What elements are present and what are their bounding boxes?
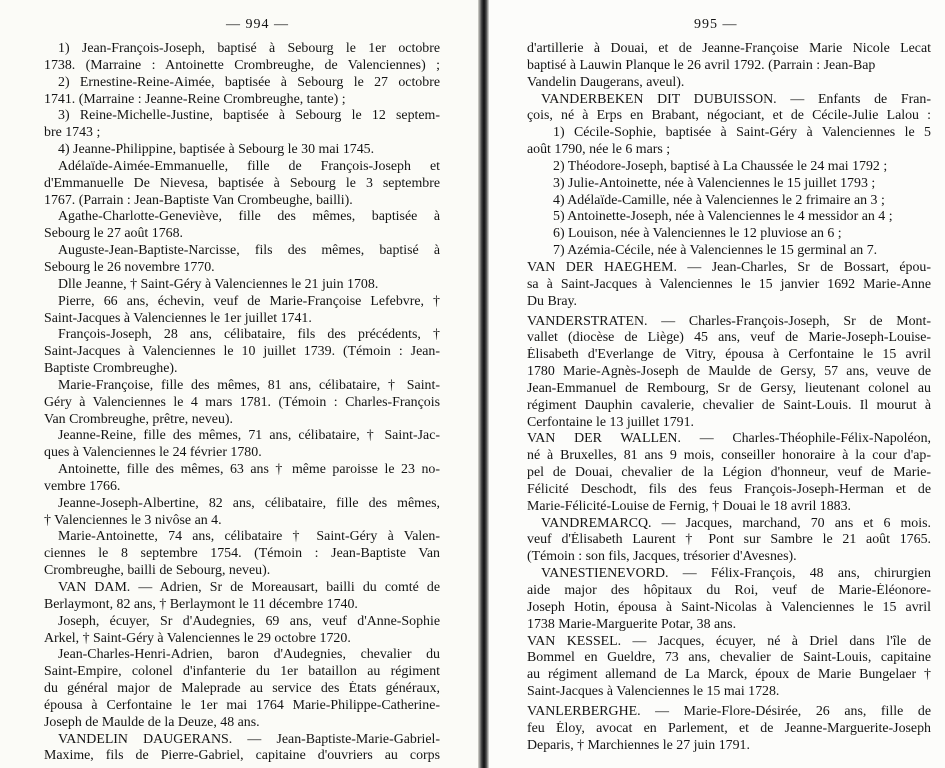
text-line: Vandelin Daugerans, aveul). [527, 74, 685, 90]
text-line: Arkel, † Saint-Géry à Valenciennes le 29 octobre 1720. [44, 630, 351, 646]
text-line: veuf d'Élisabeth Laurent † Pont sur Sambre le 21 août 1765. [527, 532, 931, 548]
text-line: Berlaymont, 82 ans, † Berlaymont le 11 décembre 1740. [44, 596, 358, 612]
text-line: 6) Louison, née à Valenciennes le 12 pluviose an 6 ; [553, 226, 842, 242]
text-line: Antoinette, fille des mêmes, 63 ans † même paroisse le 23 no- [58, 462, 440, 478]
text-line: 1738 Marie-Marguerite Potar, 38 ans. [527, 616, 737, 632]
text-line: Félicité Deschodt, fils des feus François-Joseph-Herman et de [527, 481, 931, 497]
text-line: régiment Dauphin cavalerie, chevalier de Saint-Louis. Il mourut à [527, 397, 931, 413]
text-line: Baptiste Crombreughe). [44, 361, 178, 377]
text-line: Cerfontaine le 13 juillet 1791. [527, 414, 695, 430]
text-line: Marie-Antoinette, 74 ans, célibataire † Saint-Géry à Valen- [58, 529, 440, 545]
text-line: François-Joseph, 28 ans, célibataire, fils des précédents, † [58, 327, 440, 343]
text-line: vembre 1766. [44, 478, 121, 494]
text-line: VANESTIENEVORD. — Félix-François, 48 ans, chirurgien [541, 566, 931, 582]
text-line: Géry à Valenciennes le 4 mars 1781. (Témoin : Charles-François [44, 394, 440, 410]
text-line: Saint-Jacques à Valenciennes le 15 mai 1728. [527, 684, 780, 700]
text-line: 1767. (Parrain : Jean-Baptiste Van Crombeughe, bailli). [44, 192, 353, 208]
text-line: baptisé à Lauwin Planque le 26 avril 1792. (Parrain : Jean-Bap [527, 57, 876, 73]
text-line: çois, né à Erps en Brabant, négociant, et de Cécile-Julie Lalou : [527, 108, 931, 124]
text-line: 1780 Marie-Agnès-Joseph de Maulde de Gersy, 57 ans, veuve de [527, 364, 931, 380]
text-line: Jeanne-Reine, fille des mêmes, 71 ans, célibataire, † Saint-Jac- [58, 428, 440, 444]
text-line: au régiment allemand de La Marck, époux de Marie Bungelaer † [527, 667, 931, 683]
text-line: Joseph Hotin, épousa à Saint-Nicolas à Valenciennes le 15 avril [527, 599, 931, 615]
text-line: VAN KESSEL. — Jacques, écuyer, né à Driel dans l'île de [527, 633, 931, 649]
text-line: VANDERSTRATEN. — Charles-François-Joseph, Sr de Mont- [527, 313, 931, 329]
text-line: Jean-Charles-Henri-Adrien, baron d'Audegnies, chevalier du [58, 647, 440, 663]
text-line: Auguste-Jean-Baptiste-Narcisse, fils des mêmes, baptisé à [58, 243, 440, 259]
text-line: Élisabeth d'Everlange de Vitry, épousa à Cerfontaine le 15 avril [527, 347, 931, 363]
text-line: Deparis, † Marchiennes le 27 juin 1791. [527, 737, 750, 753]
text-line: Bommel en Gueldre, 73 ans, chevalier de Saint-Louis, capitaine [527, 650, 931, 666]
page-number: 995 — [694, 17, 738, 32]
text-line: Sebourg le 26 novembre 1770. [44, 259, 215, 275]
text-line: Sebourg le 27 août 1768. [44, 226, 184, 242]
text-line: ques à Valenciennes le 24 février 1780. [44, 445, 262, 461]
text-line: Adélaïde-Aimée-Emmanuelle, fille de François-Joseph et [58, 158, 440, 174]
text-line: pel de Douai, chevalier de la Légion d'honneur, veuf de Marie- [527, 465, 931, 481]
right-page [489, 0, 945, 768]
text-line: Saint-Jacques à Valenciennes le 1er juillet 1741. [44, 310, 312, 326]
text-line: VANDELIN DAUGERANS. — Jean-Baptiste-Marie-Gabriel- [58, 731, 440, 747]
page-text [44, 41, 440, 765]
text-line: Saint-Empire, colonel d'infanterie du 1er bataillon au régiment [44, 664, 440, 680]
text-line: Pierre, 66 ans, échevin, veuf de Marie-Françoise Lefebvre, † [58, 293, 440, 309]
text-line: août 1790, née le 6 mars ; [527, 142, 671, 158]
text-line: d'Emmanuelle De Nievesa, baptisée à Sebourg le 3 septembre [44, 175, 440, 191]
text-line: 1741. (Marraine : Jeanne-Reine Crombreughe, tante) ; [44, 91, 346, 107]
text-line: Saint-Jacques à Valenciennes le 10 juillet 1739. (Témoin : Jean- [44, 344, 440, 360]
text-line: vallet (diocèse de Liège) 45 ans, veuf de Marie-Joseph-Louise- [527, 330, 931, 346]
text-line: (Témoin : son fils, Jacques, trésorier d'Avesnes). [527, 549, 797, 565]
text-line: Joseph de Maulde de la Deuze, 48 ans. [44, 714, 260, 730]
text-line: d'artillerie à Douai, et de Jeanne-Françoise Marie Nicole Lecat [527, 41, 931, 56]
text-line: Joseph, écuyer, Sr d'Audegnies, 69 ans, veuf d'Anne-Sophie [58, 613, 440, 629]
text-line: bre 1743 ; [44, 125, 101, 141]
text-line: Agathe-Charlotte-Geneviève, fille des mêmes, baptisée à [58, 209, 440, 225]
text-line: Dlle Jeanne, † Saint-Géry à Valenciennes le 21 juin 1708. [58, 276, 379, 292]
book-gutter [478, 0, 489, 768]
text-line: Jean-Emmanuel de Rembourg, Sr de Gersy, lieutenant colonel au [527, 380, 931, 396]
text-line: 2) Théodore-Joseph, baptisé à La Chaussée le 24 mai 1792 ; [553, 158, 888, 174]
text-line: épousa à Cerfontaine le 1er mai 1764 Marie-Philippe-Catherine- [44, 697, 440, 713]
text-line: 1) Cécile-Sophie, baptisée à Saint-Géry à Valenciennes le 5 [553, 125, 931, 141]
text-line: Maxime, fils de Pierre-Gabriel, capitaine d'ouvriers au corps [44, 748, 440, 764]
text-line: VANLERBERGHE. — Marie-Flore-Désirée, 26 ans, fille de [527, 703, 931, 719]
text-line: 3) Reine-Michelle-Justine, baptisée à Sebourg le 12 septem- [58, 108, 440, 124]
text-line: Van Crombreughe, prêtre, neveu). [44, 411, 233, 427]
text-line: VAN DER WALLEN. — Charles-Théophile-Félix-Napoléon, [527, 431, 931, 447]
page-text [527, 41, 931, 754]
text-line: Du Bray. [527, 293, 578, 309]
text-line: Marie-Françoise, fille des mêmes, 81 ans, célibataire, † Saint- [58, 377, 440, 393]
text-line: 1738. (Marraine : Antoinette Crombreughe, de Valenciennes) ; [44, 57, 440, 73]
text-line: † Valenciennes le 3 nivôse an 4. [44, 512, 222, 528]
page-number: — 994 — [226, 17, 289, 32]
text-line: Jeanne-Joseph-Albertine, 82 ans, célibataire, fille des mêmes, [58, 495, 440, 511]
text-line: 1) Jean-François-Joseph, baptisé à Sebourg le 1er octobre [58, 41, 440, 56]
text-line: 5) Antoinette-Joseph, née à Valenciennes le 4 messidor an 4 ; [553, 209, 893, 225]
text-line: VAN DER HAEGHEM. — Jean-Charles, Sr de Bossart, épou- [527, 259, 931, 275]
text-line: sa à Saint-Jacques à Valenciennes le 15 janvier 1692 Marie-Anne [527, 276, 931, 292]
text-line: 2) Ernestine-Reine-Aimée, baptisée à Sebourg le 27 octobre [58, 74, 440, 90]
text-line: 3) Julie-Antoinette, née à Valenciennes le 15 juillet 1793 ; [553, 175, 876, 191]
text-line: VAN DAM. — Adrien, Sr de Moreausart, bailli du comté de [58, 580, 440, 595]
text-line: VANDERBEKEN DIT DUBUISSON. — Enfants de Fran- [541, 91, 931, 107]
text-line: VANDREMARCQ. — Jacques, marchand, 70 ans et 6 mois. [541, 515, 931, 531]
text-line: ciennes le 8 septembre 1754. (Témoin : Jean-Baptiste Van [44, 546, 440, 562]
text-line: 4) Jeanne-Philippine, baptisée à Sebourg le 30 mai 1745. [58, 142, 375, 158]
text-line: Crombreughe, bailli de Sebourg, neveu). [44, 563, 271, 579]
text-line: du général major de Maleprade au service des États généraux, [44, 681, 440, 697]
text-line: 7) Azémia-Cécile, née à Valenciennes le 15 germinal an 7. [553, 243, 878, 259]
text-line: 4) Adélaïde-Camille, née à Valenciennes le 2 frimaire an 3 ; [553, 192, 885, 208]
text-line: feu Éloy, avocat en Parlement, et de Jeanne-Marguerite-Joseph [527, 720, 931, 736]
text-line: aide major des hôpitaux du Roi, veuf de Marie-Éléonore- [527, 583, 931, 598]
text-line: Marie-Félicité-Louise de Fernig, † Douai le 18 avril 1883. [527, 498, 852, 514]
text-line: né à Bruxelles, 81 ans 9 mois, conseiller honoraire à la cour d'ap- [527, 448, 931, 464]
